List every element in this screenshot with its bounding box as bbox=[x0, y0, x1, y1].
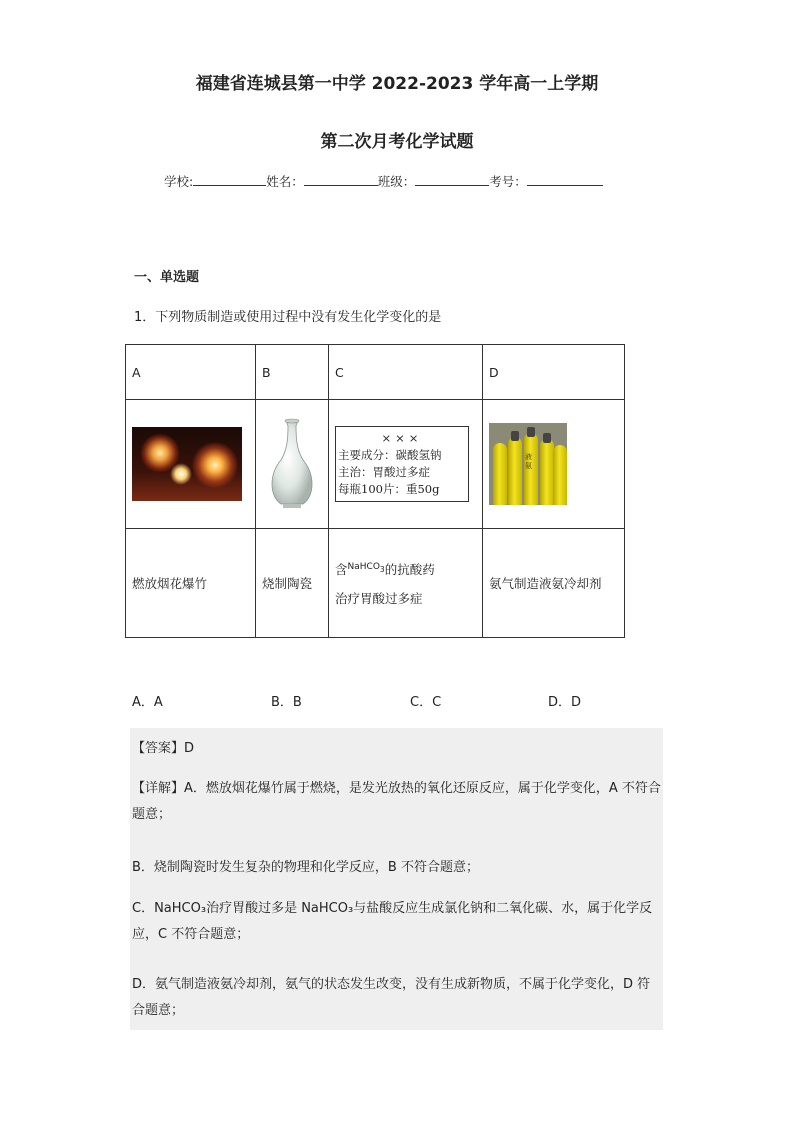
label-quantity: 每瓶100片：重50g bbox=[338, 482, 440, 496]
desc-c-formula: NaHCO bbox=[347, 562, 380, 573]
name-label: 姓名： bbox=[266, 174, 304, 189]
detail-b: B．烧制陶瓷时发生复杂的物理和化学反应，B 不符合题意； bbox=[132, 860, 479, 875]
label-title: ××× bbox=[381, 431, 423, 445]
id-label: 考号： bbox=[489, 174, 527, 189]
desc-a: 燃放烟花爆竹 bbox=[126, 529, 256, 638]
name-blank bbox=[304, 173, 378, 186]
medicine-label-image bbox=[335, 426, 469, 502]
cell-image-d bbox=[483, 400, 625, 529]
desc-c bbox=[329, 529, 483, 638]
header-c: C bbox=[329, 345, 483, 400]
doc-title-line2: 第二次月考化学试题 bbox=[320, 132, 474, 152]
class-blank bbox=[415, 173, 489, 186]
choice-b[interactable]: B．B bbox=[271, 695, 302, 710]
fireworks-image bbox=[132, 427, 242, 501]
cell-image-a bbox=[126, 400, 256, 529]
answer-line: 【答案】D bbox=[132, 741, 195, 756]
student-info-row bbox=[164, 172, 603, 190]
choice-c[interactable]: C．C bbox=[410, 695, 442, 710]
choice-d[interactable]: D．D bbox=[548, 695, 582, 710]
choice-a[interactable]: A．A bbox=[132, 695, 163, 710]
label-indication: 主治：胃酸过多症 bbox=[338, 465, 430, 479]
detail-a: 【详解】A．燃放烟花爆竹属于燃烧，是发光放热的氧化还原反应，属于化学变化，A 不符合题意； bbox=[132, 781, 661, 822]
vase-image bbox=[267, 418, 317, 510]
label-ingredient: 主要成分：碳酸氢钠 bbox=[338, 448, 442, 462]
detail-d: D．氨气制造液氨冷却剂，氨气的状态发生改变，没有生成新物质，不属于化学变化，D 符合题意； bbox=[132, 977, 651, 1018]
cell-image-c bbox=[329, 400, 483, 529]
desc-c-line2: 治疗胃酸过多症 bbox=[335, 590, 423, 606]
desc-c-sub: 3 bbox=[379, 565, 385, 575]
header-d: D bbox=[483, 345, 625, 400]
class-label: 班级： bbox=[377, 174, 416, 189]
id-blank bbox=[527, 173, 603, 186]
question-table bbox=[125, 344, 625, 638]
header-a: A bbox=[126, 345, 256, 400]
gas-cylinders-image bbox=[489, 423, 567, 505]
desc-c-suffix: 的抗酸药 bbox=[384, 562, 435, 578]
desc-b: 烧制陶瓷 bbox=[256, 529, 329, 638]
doc-title-line1: 福建省连城县第一中学 2022-2023 学年高一上学期 bbox=[195, 74, 599, 94]
school-label: 学校: bbox=[164, 174, 194, 189]
question-text: 1．下列物质制造或使用过程中没有发生化学变化的是 bbox=[134, 310, 442, 325]
cell-image-b bbox=[256, 400, 329, 529]
desc-d: 氨气制造液氨冷却剂 bbox=[483, 529, 625, 638]
cylinder-label: 液氨 bbox=[525, 453, 532, 470]
section-title: 一、单选题 bbox=[134, 270, 200, 285]
desc-c-prefix: 含 bbox=[335, 562, 348, 578]
detail-c: C．NaHCO₃治疗胃酸过多是 NaHCO₃与盐酸反应生成氯化钠和二氧化碳、水，属于化学反应，C 不符合题意； bbox=[132, 901, 653, 942]
school-blank bbox=[193, 173, 266, 186]
header-b: B bbox=[256, 345, 329, 400]
